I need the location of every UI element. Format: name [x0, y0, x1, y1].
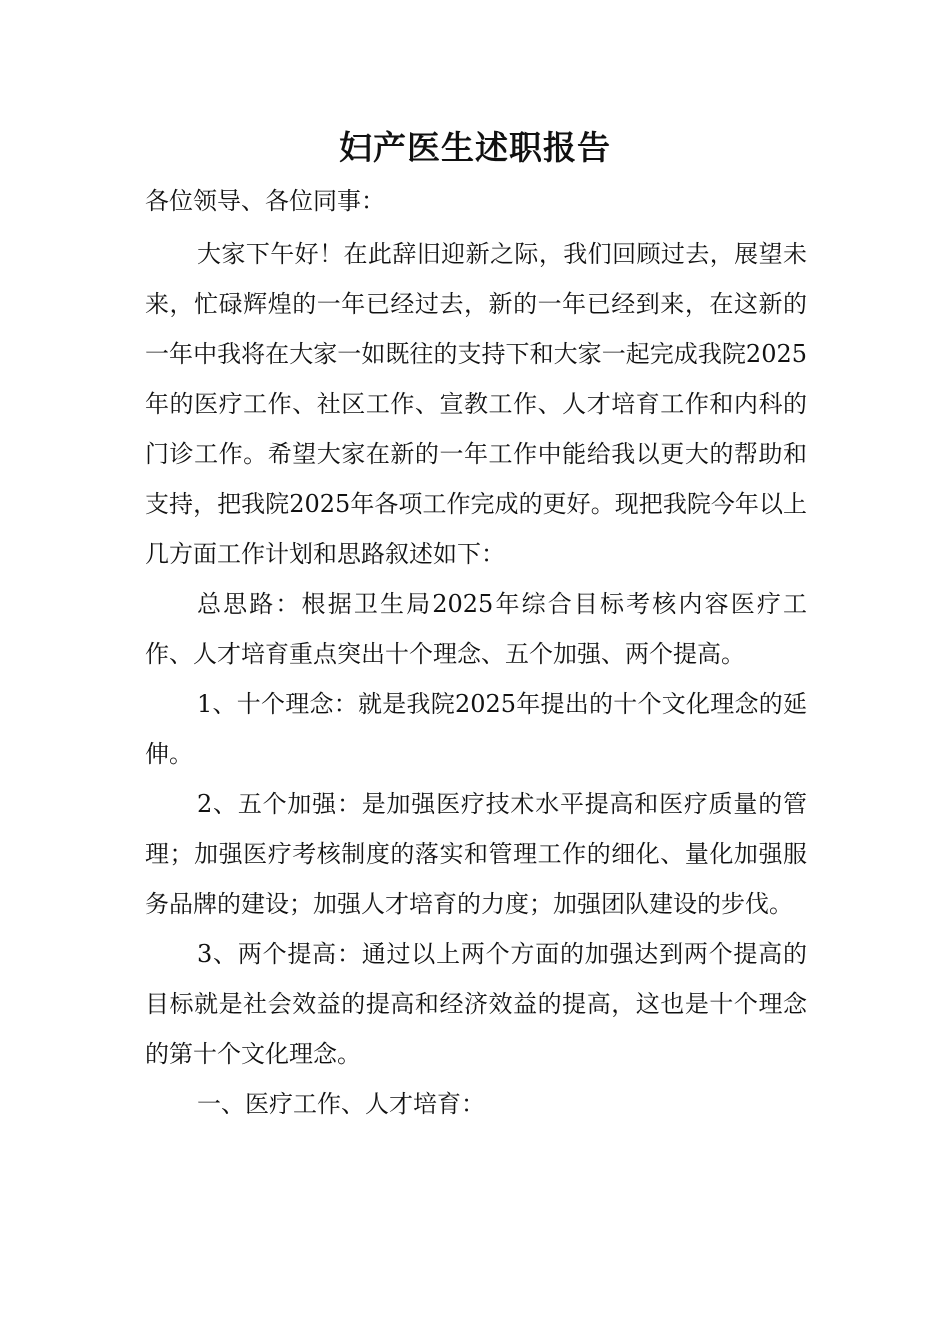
paragraph-two-improvements: 3、两个提高：通过以上两个方面的加强达到两个提高的目标就是社会效益的提高和经济效益的提高，这也是十个理念的第十个文化理念。: [145, 940, 807, 1068]
paragraph-overall-approach: 总思路：根据卫生局2025年综合目标考核内容医疗工作、人才培育重点突出十个理念、五个加强、两个提高。: [145, 590, 807, 668]
salutation: 各位领导、各位同事：: [145, 187, 385, 215]
section-heading-medical-work: 一、医疗工作、人才培育：: [197, 1090, 485, 1118]
document-title: 妇产医生述职报告: [339, 128, 611, 167]
document-body: [145, 229, 807, 1129]
paragraph-ten-concepts: 1、十个理念：就是我院2025年提出的十个文化理念的延伸。: [145, 690, 807, 768]
paragraph-five-strengthenings: 2、五个加强：是加强医疗技术水平提高和医疗质量的管理；加强医疗考核制度的落实和管理工作的细化、量化加强服务品牌的建设；加强人才培育的力度；加强团队建设的步伐。: [145, 790, 807, 918]
paragraph-greeting: 大家下午好！在此辞旧迎新之际，我们回顾过去，展望未来，忙碌辉煌的一年已经过去，新的一年已经到来，在这新的一年中我将在大家一如既往的支持下和大家一起完成我院2025年的医疗工作、社区工作、宣教工作、人才培育工作和内科的门诊工作。希望大家在新的一年工作中能给我以更大的帮助和支持，把我院2025年各项工作完成的更好。现把我院今年以上几方面工作计划和思路叙述如下：: [145, 240, 807, 568]
